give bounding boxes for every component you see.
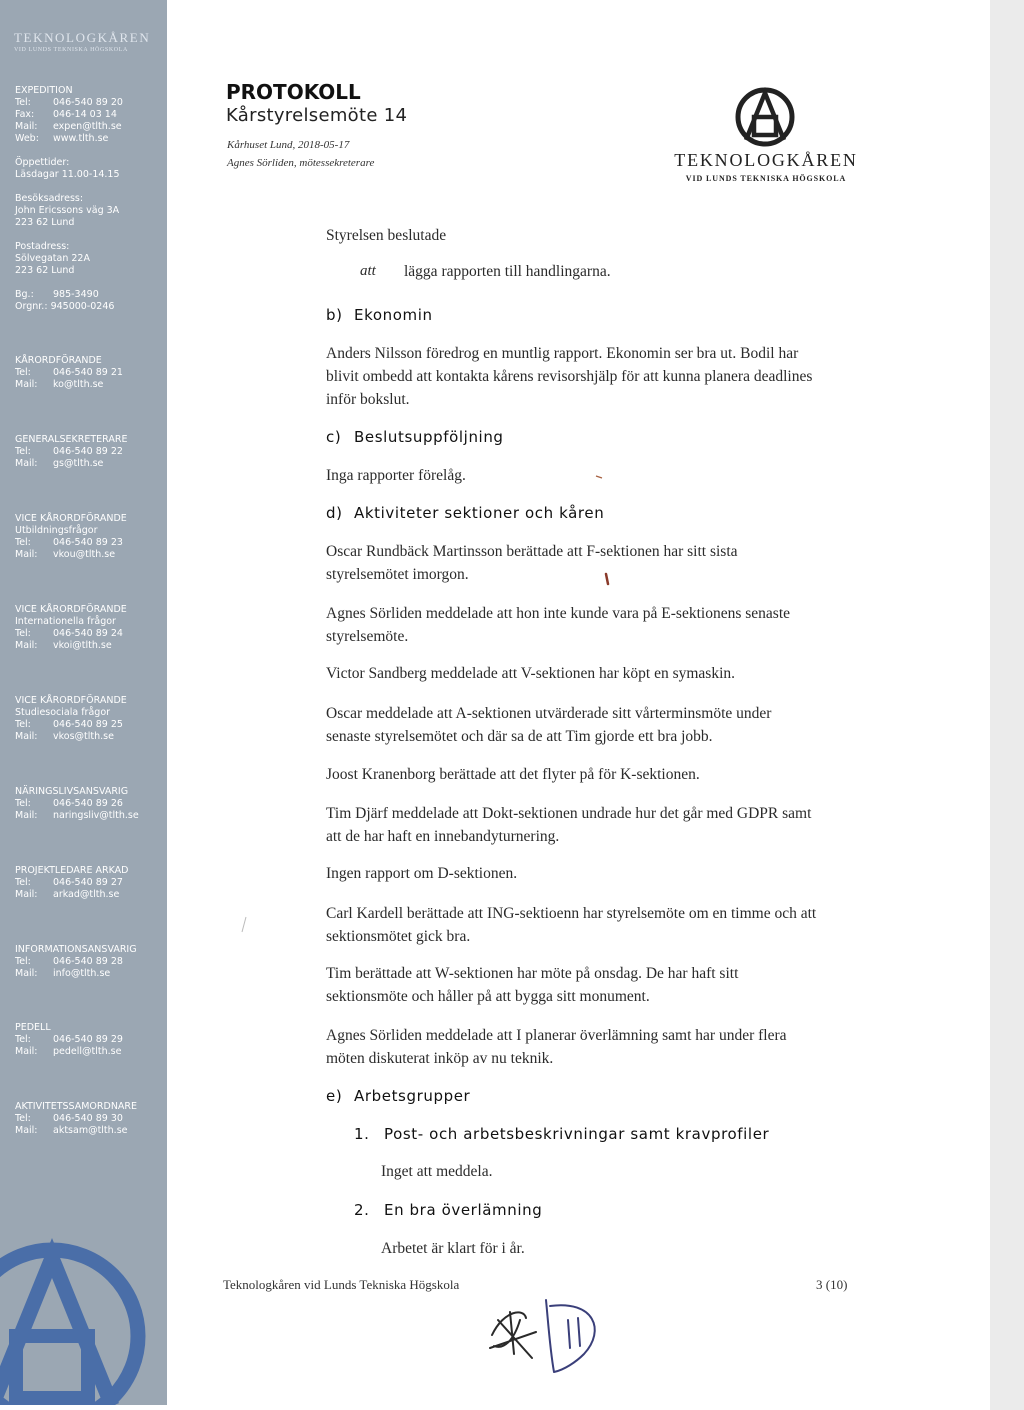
contact-tel: 046-540 89 21 bbox=[53, 367, 123, 378]
header-brand-subtitle: VID LUNDS TEKNISKA HÖGSKOLA bbox=[685, 174, 847, 183]
sidebar-opening-hours bbox=[15, 157, 165, 181]
tel-label: Tel: bbox=[15, 798, 31, 809]
activity-paragraph bbox=[326, 702, 886, 748]
sidebar-brand bbox=[14, 30, 164, 53]
mail-label: Mail: bbox=[15, 810, 38, 821]
postal-label: Postadress: bbox=[15, 241, 70, 252]
activity-paragraph bbox=[326, 962, 886, 1008]
mail-label: Mail: bbox=[15, 889, 38, 900]
section-title: Arbetsgrupper bbox=[354, 1087, 471, 1105]
tel-label: Tel: bbox=[15, 1113, 31, 1124]
visit-line2: 223 62 Lund bbox=[15, 217, 75, 228]
scan-edge bbox=[990, 0, 1024, 1410]
section-letter: e) bbox=[326, 1087, 343, 1105]
tel-label: Tel: bbox=[15, 719, 31, 730]
subsection-2-text: Arbetet är klart för i år. bbox=[381, 1240, 525, 1257]
footer-organization: Teknologkåren vid Lunds Tekniska Högskola bbox=[223, 1277, 460, 1292]
subsection-1-text: Inget att meddela. bbox=[381, 1163, 493, 1180]
contact-role: VICE KÅRORDFÖRANDE bbox=[15, 513, 127, 524]
activity-paragraph bbox=[326, 1024, 886, 1070]
mail-label: Mail: bbox=[15, 1125, 38, 1136]
subsection-number: 1. bbox=[354, 1125, 370, 1143]
subsection-title: Post- och arbetsbeskrivningar samt kravprofiler bbox=[384, 1125, 770, 1143]
contact-tel: 046-540 89 26 bbox=[53, 798, 123, 809]
signature-initials-icon bbox=[484, 1290, 624, 1380]
visit-line1: John Ericssons väg 3A bbox=[15, 205, 120, 216]
sidebar-logo-icon bbox=[0, 1236, 152, 1405]
mail-label: Mail: bbox=[15, 640, 38, 651]
tel-label: Tel: bbox=[15, 97, 31, 108]
contact-tel: 046-540 89 25 bbox=[53, 719, 123, 730]
expedition-web: www.tlth.se bbox=[53, 133, 109, 144]
section-letter: b) bbox=[326, 306, 343, 324]
section-letter: c) bbox=[326, 428, 342, 446]
contact-role: GENERALSEKRETERARE bbox=[15, 434, 128, 445]
activity-paragraph bbox=[326, 540, 886, 586]
org-number: 945000-0246 bbox=[50, 301, 115, 312]
activity-paragraph bbox=[326, 602, 886, 648]
mail-label: Mail: bbox=[15, 458, 38, 469]
contact-role: VICE KÅRORDFÖRANDE bbox=[15, 695, 127, 706]
postal-line1: Sölvegatan 22A bbox=[15, 253, 90, 264]
sidebar-contact bbox=[15, 786, 165, 822]
sidebar-contact bbox=[15, 865, 165, 901]
sidebar bbox=[0, 0, 167, 1405]
contact-tel: 046-540 89 28 bbox=[53, 956, 123, 967]
contact-role: PROJEKTLEDARE ARKAD bbox=[15, 865, 129, 876]
sidebar-contact bbox=[15, 1022, 165, 1058]
sidebar-contact bbox=[15, 944, 165, 980]
contact-mail: arkad@tlth.se bbox=[53, 889, 120, 900]
activity-paragraph bbox=[326, 862, 886, 885]
tel-label: Tel: bbox=[15, 537, 31, 548]
tel-label: Tel: bbox=[15, 1034, 31, 1045]
sidebar-contact bbox=[15, 695, 165, 743]
paragraph-line: Carl Kardell berättade att ING-sektioenn har styrelsemöte om en timme och att bbox=[326, 905, 817, 922]
contact-role: NÄRINGSLIVSANSVARIG bbox=[15, 786, 129, 797]
tel-label: Tel: bbox=[15, 956, 31, 967]
paragraph-line: möten diskuterat inköp av nu teknik. bbox=[326, 1050, 554, 1067]
contact-mail: naringsliv@tlth.se bbox=[53, 810, 139, 821]
bg-label: Bg.: bbox=[15, 289, 34, 300]
paragraph-line: Anders Nilsson föredrog en muntlig rapport. Ekonomin ser bra ut. Bodil har bbox=[326, 345, 799, 362]
page-subtitle: Kårstyrelsemöte 14 bbox=[226, 105, 408, 126]
activity-paragraph bbox=[326, 802, 886, 848]
paragraph-line: Tim Djärf meddelade att Dokt-sektionen undrade hur det går med GDPR samt bbox=[326, 805, 812, 822]
paragraph-line: Oscar meddelade att A-sektionen utvärderade sitt vårterminsmöte under bbox=[326, 705, 772, 722]
contact-mail: gs@tlth.se bbox=[53, 458, 104, 469]
activity-paragraph bbox=[326, 902, 886, 948]
mail-label: Mail: bbox=[15, 968, 38, 979]
contact-mail: aktsam@tlth.se bbox=[53, 1125, 128, 1136]
contact-mail: vkos@tlth.se bbox=[53, 731, 114, 742]
contact-role: PEDELL bbox=[15, 1022, 51, 1033]
paragraph-line: att de har haft en innebandyturnering. bbox=[326, 828, 560, 845]
meeting-secretary: Agnes Sörliden, mötessekreterare bbox=[227, 157, 375, 169]
contact-mail: pedell@tlth.se bbox=[53, 1046, 122, 1057]
paragraph-line: sektionsmötet gick bra. bbox=[326, 928, 471, 945]
contact-subtitle: Utbildningsfrågor bbox=[15, 525, 98, 536]
contact-role: AKTIVITETSSAMORDNARE bbox=[15, 1101, 138, 1112]
mail-label: Mail: bbox=[15, 549, 38, 560]
section-title: Beslutsuppföljning bbox=[354, 428, 504, 446]
section-heading-arbetsgrupper bbox=[326, 1087, 470, 1105]
section-heading-beslutsuppfoljning bbox=[326, 428, 504, 446]
section-heading-ekonomin bbox=[326, 306, 433, 324]
mail-label: Mail: bbox=[15, 1046, 38, 1057]
meeting-place-date: Kårhuset Lund, 2018-05-17 bbox=[227, 139, 350, 151]
subsection-title: En bra överlämning bbox=[384, 1201, 543, 1219]
tel-label: Tel: bbox=[15, 877, 31, 888]
sidebar-contact bbox=[15, 355, 165, 391]
visit-label: Besöksadress: bbox=[15, 193, 84, 204]
paragraph-line: Agnes Sörliden meddelade att I planerar överlämning samt har under flera bbox=[326, 1027, 787, 1044]
section-heading-aktiviteter bbox=[326, 504, 604, 522]
tel-label: Tel: bbox=[15, 628, 31, 639]
mail-label: Mail: bbox=[15, 731, 38, 742]
contact-tel: 046-540 89 23 bbox=[53, 537, 123, 548]
header-logo-icon bbox=[733, 85, 797, 149]
paragraph-line: Oscar Rundbäck Martinsson berättade att F-sektionen har sitt sista bbox=[326, 543, 738, 560]
paragraph-line: Agnes Sörliden meddelade att hon inte kunde vara på E-sektionens senaste bbox=[326, 605, 791, 622]
paragraph-line: Ingen rapport om D-sektionen. bbox=[326, 865, 518, 882]
contact-subtitle: Studiesociala frågor bbox=[15, 707, 111, 718]
expedition-fax: 046-14 03 14 bbox=[53, 109, 117, 120]
web-label: Web: bbox=[15, 133, 39, 144]
mail-label: Mail: bbox=[15, 121, 38, 132]
sidebar-expedition bbox=[15, 85, 165, 145]
sidebar-brand-subtitle: VID LUNDS TEKNISKA HÖGSKOLA bbox=[14, 47, 128, 53]
contact-subtitle: Internationella frågor bbox=[15, 616, 116, 627]
decision-text: lägga rapporten till handlingarna. bbox=[404, 263, 611, 280]
paragraph-line: Tim berättade att W-sektionen har möte på onsdag. De har haft sitt bbox=[326, 965, 739, 982]
expedition-tel: 046-540 89 20 bbox=[53, 97, 123, 108]
expedition-mail: expen@tlth.se bbox=[53, 121, 122, 132]
paragraph-line: blivit ombedd att kontakta kårens revisorshjälp för att kunna planera deadlines bbox=[326, 368, 813, 385]
contact-tel: 046-540 89 22 bbox=[53, 446, 123, 457]
contact-role: INFORMATIONSANSVARIG bbox=[15, 944, 137, 955]
activity-paragraph bbox=[326, 662, 886, 685]
sidebar-visit-address bbox=[15, 193, 165, 229]
subsection-heading-2 bbox=[354, 1201, 542, 1219]
activity-paragraph bbox=[326, 763, 886, 786]
sidebar-postal-address bbox=[15, 241, 165, 277]
sidebar-contact bbox=[15, 434, 165, 470]
beslutsuppfoljning-paragraph: Inga rapporter förelåg. bbox=[326, 467, 466, 484]
tel-label: Tel: bbox=[15, 446, 31, 457]
org-label: Orgnr.: bbox=[15, 301, 48, 312]
expedition-heading: EXPEDITION bbox=[15, 85, 73, 96]
contact-mail: vkou@tlth.se bbox=[53, 549, 116, 560]
opening-label: Öppettider: bbox=[15, 157, 70, 168]
bg-number: 985-3490 bbox=[53, 289, 99, 300]
page-title: PROTOKOLL bbox=[226, 80, 361, 104]
fax-label: Fax: bbox=[15, 109, 35, 120]
decision-att: att bbox=[360, 263, 376, 279]
contact-role: VICE KÅRORDFÖRANDE bbox=[15, 604, 127, 615]
sidebar-contact bbox=[15, 513, 165, 561]
paragraph-line: inför bokslut. bbox=[326, 391, 410, 408]
mail-label: Mail: bbox=[15, 379, 38, 390]
postal-line2: 223 62 Lund bbox=[15, 265, 75, 276]
paragraph-line: senaste styrelsemötet och där sa de att Tim gjorde ett bra jobb. bbox=[326, 728, 713, 745]
contact-tel: 046-540 89 29 bbox=[53, 1034, 123, 1045]
section-title: Ekonomin bbox=[354, 306, 433, 324]
section-title: Aktiviteter sektioner och kåren bbox=[354, 504, 605, 522]
contact-tel: 046-540 89 27 bbox=[53, 877, 123, 888]
subsection-heading-1 bbox=[354, 1125, 769, 1143]
contact-tel: 046-540 89 30 bbox=[53, 1113, 123, 1124]
sidebar-contact bbox=[15, 604, 165, 652]
contact-tel: 046-540 89 24 bbox=[53, 628, 123, 639]
footer-page-number: 3 (10) bbox=[816, 1277, 848, 1292]
contact-mail: ko@tlth.se bbox=[53, 379, 104, 390]
opening-value: Läsdagar 11.00-14.15 bbox=[15, 169, 120, 180]
sidebar-registration bbox=[15, 289, 165, 313]
ekonomin-paragraph bbox=[326, 342, 886, 411]
paragraph-line: styrelsemöte. bbox=[326, 628, 409, 645]
paragraph-line: sektionsmöte och håller på att bygga sitt monument. bbox=[326, 988, 650, 1005]
contact-mail: vkoi@tlth.se bbox=[53, 640, 112, 651]
subsection-number: 2. bbox=[354, 1201, 370, 1219]
paragraph-line: Victor Sandberg meddelade att V-sektionen har köpt en symaskin. bbox=[326, 665, 736, 682]
paragraph-line: Joost Kranenborg berättade att det flyter på för K-sektionen. bbox=[326, 766, 700, 783]
section-letter: d) bbox=[326, 504, 343, 522]
paragraph-line: styrelsemötet imorgon. bbox=[326, 566, 469, 583]
contact-role: KÅRORDFÖRANDE bbox=[15, 355, 102, 366]
tel-label: Tel: bbox=[15, 367, 31, 378]
decision-intro: Styrelsen beslutade bbox=[326, 227, 447, 244]
header-brand: TEKNOLOGKÅREN bbox=[674, 150, 858, 170]
sidebar-brand-title: TEKNOLOGKÅREN bbox=[14, 30, 151, 45]
sidebar-contact bbox=[15, 1101, 165, 1137]
contact-mail: info@tlth.se bbox=[53, 968, 111, 979]
